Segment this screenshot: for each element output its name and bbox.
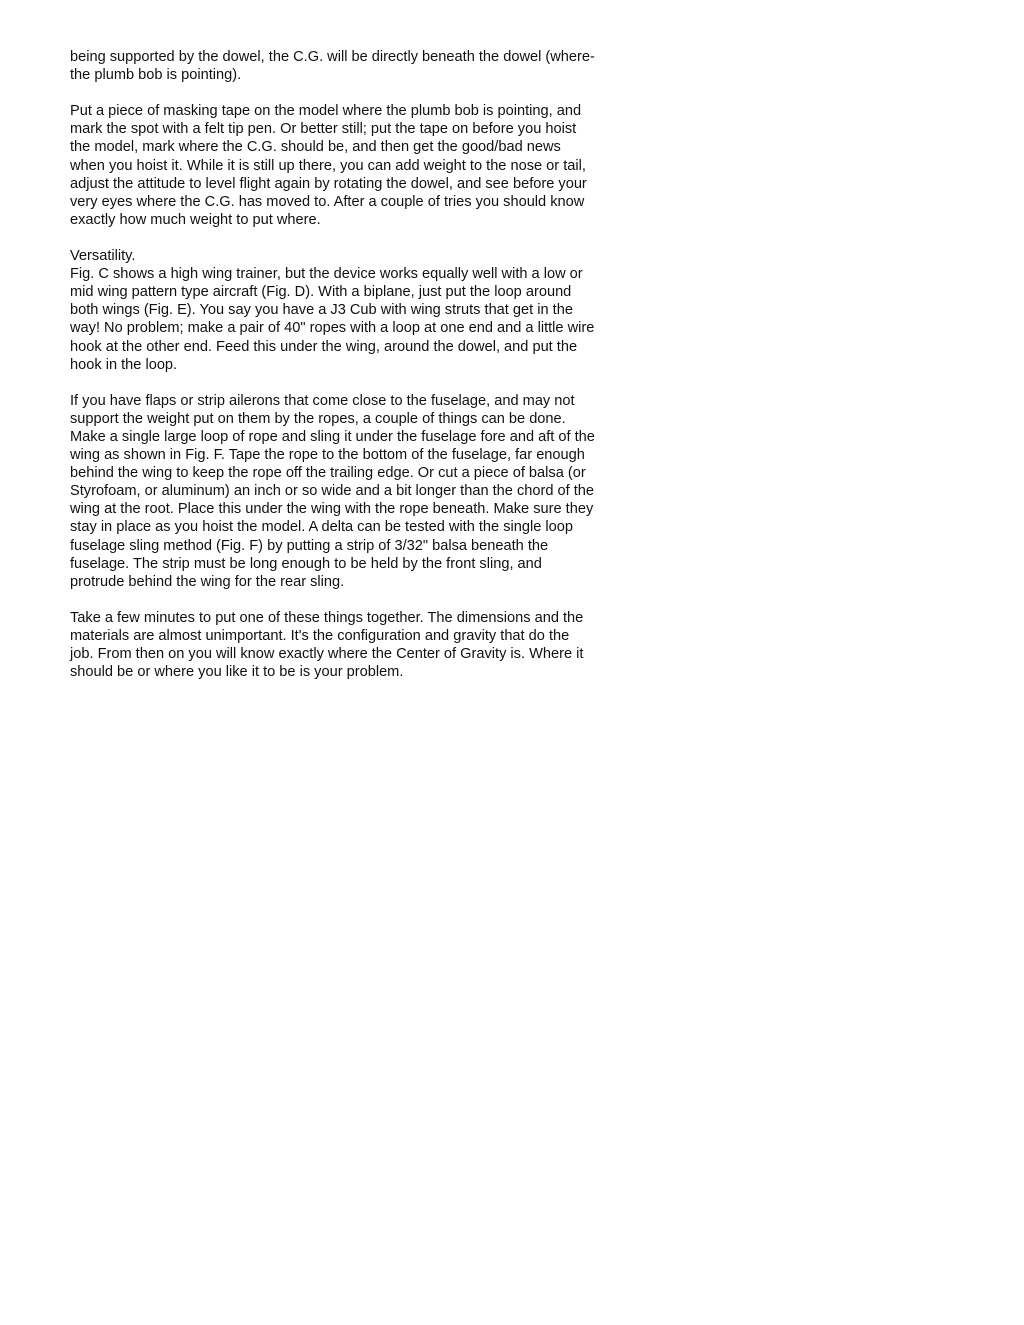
document-page [70,48,660,699]
text-line: adjust the attitude to level flight again by rotating the dowel, and see before your [70,175,587,192]
text-line: very eyes where the C.G. has moved to. After a couple of tries you should know [70,193,585,210]
text-line: protrude behind the wing for the rear sling. [70,573,345,590]
text-line: hook in the loop. [70,356,178,373]
text-line: fuselage sling method (Fig. F) by putting a strip of 3/32" balsa beneath the [70,537,549,554]
text-line: Put a piece of masking tape on the model where the plumb bob is pointing, and [70,103,582,120]
text-line: fuselage. The strip must be long enough to be held by the front sling, and [70,555,542,572]
text-line: job. From then on you will know exactly where the Center of Gravity is. Where it [70,646,584,663]
text-line: when you hoist it. While it is still up there, you can add weight to the nose or tail, [70,157,586,174]
text-line: wing at the root. Place this under the wing with the rope beneath. Make sure they [70,501,594,518]
paragraph-flaps-ailerons [70,392,660,591]
paragraph-cg-location [70,48,660,84]
text-line: wing as shown in Fig. F. Tape the rope to the bottom of the fuselage, far enough [70,447,585,464]
text-line: mark the spot with a felt tip pen. Or better still; put the tape on before you hoist [70,121,577,138]
text-line: being supported by the dowel, the C.G. will be directly beneath the dowel (where- [70,49,595,65]
text-line: mid wing pattern type aircraft (Fig. D). With a biplane, just put the loop around [70,284,572,301]
text-line: Fig. C shows a high wing trainer, but the device works equally well with a low or [70,266,583,283]
text-line: the plumb bob is pointing). [70,67,242,84]
text-line: behind the wing to keep the rope off the trailing edge. Or cut a piece of balsa (or [70,465,586,482]
text-line: should be or where you like it to be is your problem. [70,664,404,681]
text-line: hook at the other end. Feed this under the wing, around the dowel, and put the [70,338,578,355]
text-line: exactly how much weight to put where. [70,211,321,228]
paragraph-conclusion [70,609,660,681]
text-line: If you have flaps or strip ailerons that come close to the fuselage, and may not [70,392,575,409]
paragraph-versatility [70,247,660,374]
text-line: the model, mark where the C.G. should be, and then get the good/bad news [70,139,561,156]
text-line: way! No problem; make a pair of 40" ropes with a loop at one end and a little wire [70,320,595,337]
text-line: Make a single large loop of rope and sling it under the fuselage fore and aft of the [70,428,595,445]
text-line: Styrofoam, or aluminum) an inch or so wide and a bit longer than the chord of the [70,483,595,500]
paragraph-masking-tape [70,102,660,229]
section-heading-versatility: Versatility. [70,248,136,265]
text-line: both wings (Fig. E). You say you have a J3 Cub with wing struts that get in the [70,302,573,319]
text-line: stay in place as you hoist the model. A delta can be tested with the single loop [70,519,573,536]
text-line: Take a few minutes to put one of these things together. The dimensions and the [70,609,584,626]
text-line: support the weight put on them by the ropes, a couple of things can be done. [70,410,566,427]
text-line: materials are almost unimportant. It's the configuration and gravity that do the [70,628,570,644]
